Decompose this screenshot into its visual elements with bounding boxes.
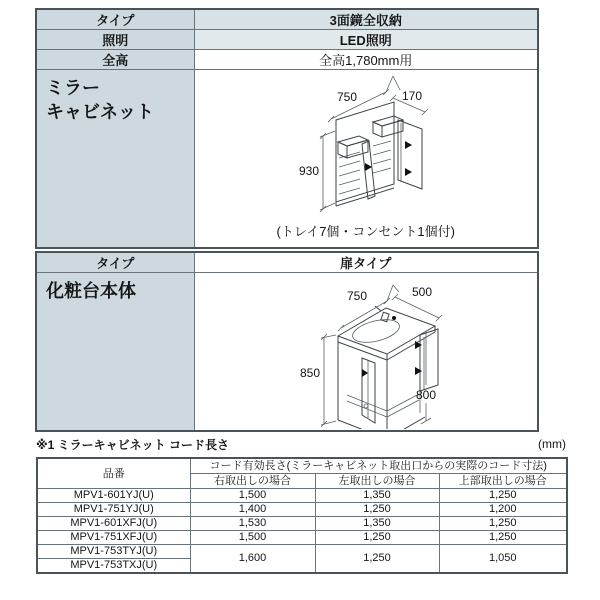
product-code: MPV1-751YJ(U) [37,503,190,517]
row-label-type: タイプ [36,9,194,30]
column-header-group: コード有効長さ(ミラーキャビネット取出口からの実際のコード寸法) [190,458,567,474]
product-code: MPV1-751XFJ(U) [37,531,190,545]
section-name-line2: キャビネット [46,102,154,123]
mirror-cabinet-caption: (トレイ7個・コンセント1個付) [276,223,455,239]
cord-length-left: 1,350 [315,517,439,531]
table-row [36,9,538,30]
mirror-cabinet-isometric-drawing [195,70,537,220]
unit-label: (mm) [538,437,566,451]
cord-length-left: 1,250 [315,503,439,517]
column-header-top-outlet: 上部取出しの場合 [439,474,567,489]
table-row [36,70,538,248]
row-value-type2: 扉タイプ [194,252,538,273]
cord-length-top: 1,250 [439,517,567,531]
section-name-text: 化粧台本体 [46,281,136,301]
cord-length-right: 1,400 [190,503,315,517]
cord-length-top: 1,250 [439,531,567,545]
cord-length-table [36,457,568,574]
vanity-drawing-cell [194,273,538,431]
mirror-cabinet-spec-table [35,8,539,249]
dim-label-height: 930 [298,164,319,178]
row-label-lighting: 照明 [36,30,194,50]
cord-length-right: 1,600 [190,545,315,574]
mirror-cabinet-drawing-cell [194,70,538,248]
product-code: MPV1-753TYJ(U) [37,545,190,559]
row-label-height: 全高 [36,50,194,70]
table-header-row [37,458,567,474]
dim-label-width: 750 [336,90,357,104]
section-name-line1: ミラー [46,78,100,98]
table-row [37,489,567,503]
cord-length-right: 1,500 [190,531,315,545]
cord-length-top: 1,050 [439,545,567,574]
vanity-isometric-drawing [195,273,537,429]
table-row [37,545,567,559]
dim-label-height: 850 [299,366,320,380]
vanity-spec-table [35,251,539,432]
cord-length-left: 1,250 [315,531,439,545]
cord-length-top: 1,250 [439,489,567,503]
dim-label-inner-height: 800 [415,388,436,402]
table-row [37,517,567,531]
cord-length-note-row [36,436,566,452]
row-value-height: 全高1,780mm用 [194,50,538,70]
table-row [37,503,567,517]
row-label-type2: タイプ [36,252,194,273]
table-row [36,273,538,431]
product-code: MPV1-601YJ(U) [37,489,190,503]
column-header-product: 品番 [37,458,190,489]
table-row [36,30,538,50]
column-header-left-outlet: 左取出しの場合 [315,474,439,489]
section-name-vanity [36,273,194,431]
dim-label-depth: 500 [411,285,432,299]
cord-length-right: 1,500 [190,489,315,503]
table-row [36,50,538,70]
cord-length-right: 1,530 [190,517,315,531]
row-value-lighting: LED照明 [194,30,538,50]
cord-length-left: 1,350 [315,489,439,503]
cord-length-top: 1,200 [439,503,567,517]
dim-label-depth: 170 [401,89,422,103]
row-value-type: 3面鏡全収納 [194,9,538,30]
column-header-right-outlet: 右取出しの場合 [190,474,315,489]
footnote-text: ※1 ミラーキャビネット コード長さ [36,438,230,452]
section-name-mirror-cabinet [36,70,194,248]
cord-length-left: 1,250 [315,545,439,574]
product-code: MPV1-601XFJ(U) [37,517,190,531]
product-code: MPV1-753TXJ(U) [37,559,190,574]
table-row [36,252,538,273]
table-row [37,531,567,545]
dim-label-width: 750 [346,289,367,303]
